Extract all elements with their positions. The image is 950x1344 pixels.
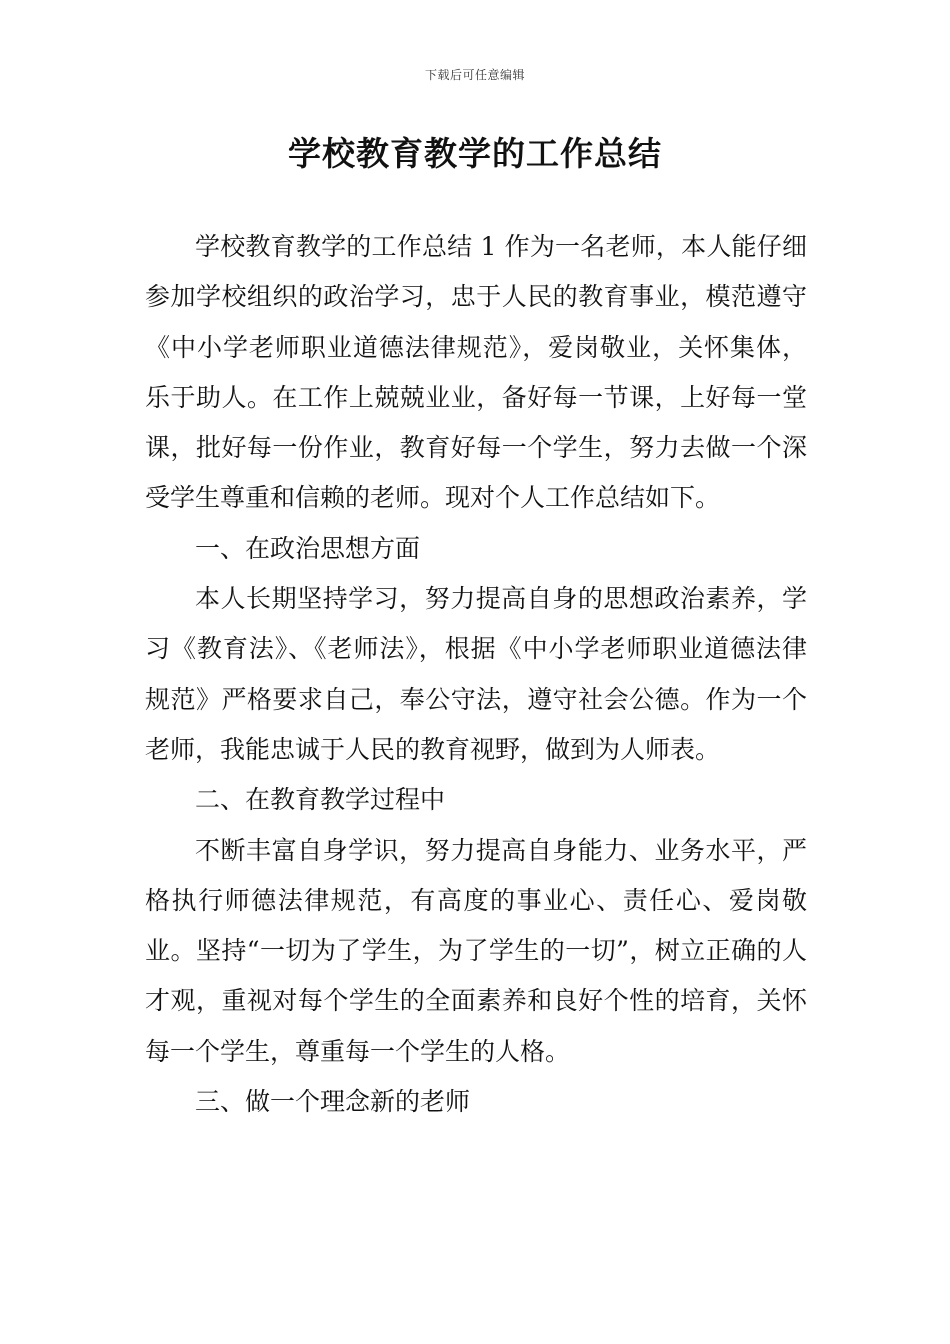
section-heading-1: 一、在政治思想方面 xyxy=(195,533,421,563)
document-title: 学校教育教学的工作总结 xyxy=(288,134,662,173)
section-heading-3: 三、做一个理念新的老师 xyxy=(195,1087,471,1117)
section-heading-2: 二、在教育教学过程中 xyxy=(195,785,446,815)
intro-paragraph: 学校教育教学的工作总结 1 作为一名老师，本人能仔细参加学校组织的政治学习，忠于人民的教育事业，模范遵守《中小学老师职业道德法律规范》，爱岗敬业，关怀集体，乐于助人。在工作上兢兢业业，备好每一节课，上好每一堂课，批好每一份作业，教育好每一个学生，努力去做一个深受学生尊重和信赖的老师。现对个人工作总结如下。 xyxy=(145,232,807,513)
section-paragraph-1: 本人长期坚持学习，努力提高自身的思想政治素养，学习《教育法》、《老师法》，根据《中小学老师职业道德法律规范》严格要求自己，奉公守法，遵守社会公德。作为一个老师，我能忠诚于人民的教育视野，做到为人师表。 xyxy=(145,584,807,764)
document-body xyxy=(145,222,807,1127)
section-paragraph-2: 不断丰富自身学识，努力提高自身能力、业务水平，严格执行师德法律规范，有高度的事业心、责任心、爱岗敬业。坚持“一切为了学生，为了学生的一切”，树立正确的人才观，重视对每个学生的全面素养和良好个性的培育，关怀每一个学生，尊重每一个学生的人格。 xyxy=(145,835,807,1066)
header-note: 下载后可任意编辑 xyxy=(424,68,525,82)
